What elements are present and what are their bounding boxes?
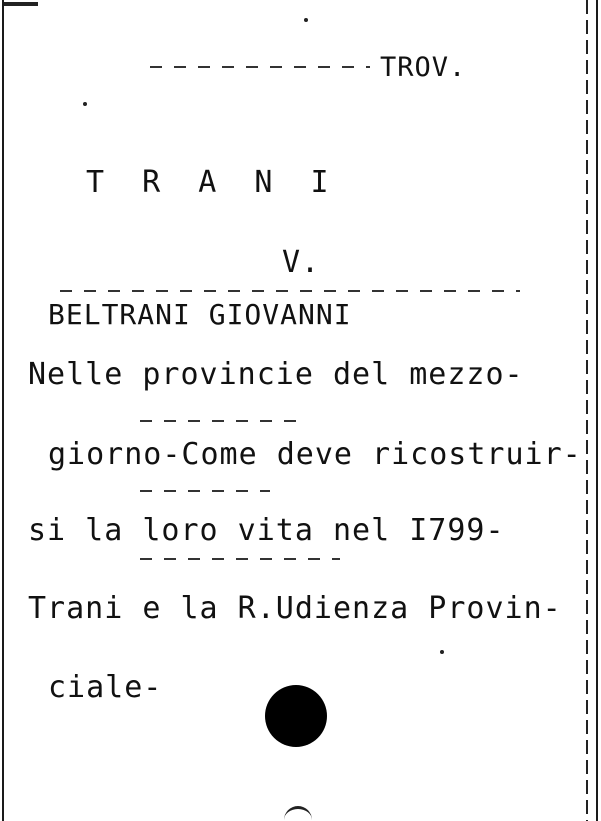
punch-hole (265, 685, 327, 747)
title-line: ciale- (48, 670, 163, 705)
speck (83, 102, 87, 106)
speck (304, 18, 308, 22)
card-left-edge (2, 0, 4, 821)
corner-mark (4, 2, 38, 6)
title-line: Nelle provincie del mezzo- (28, 357, 524, 392)
versus-label: V. (282, 245, 321, 280)
title-line: Trani e la R.Udienza Provin- (28, 591, 562, 626)
card-right-border (596, 0, 598, 821)
title-line: si la loro vita nel I799- (28, 513, 505, 548)
dash-line (140, 558, 340, 560)
dash-line (60, 290, 520, 292)
author-name: BELTRANI GIOVANNI (48, 298, 352, 331)
title-line: giorno-Come deve ricostruir- (48, 437, 582, 472)
place-heading: T R A N I (86, 165, 339, 200)
dash-line (140, 490, 270, 492)
card-right-edge (586, 0, 588, 821)
catalog-marker: TROV. (380, 52, 467, 83)
dash-line (150, 66, 370, 68)
dash-line (140, 420, 300, 422)
bottom-mark (284, 806, 312, 821)
speck (440, 650, 444, 654)
